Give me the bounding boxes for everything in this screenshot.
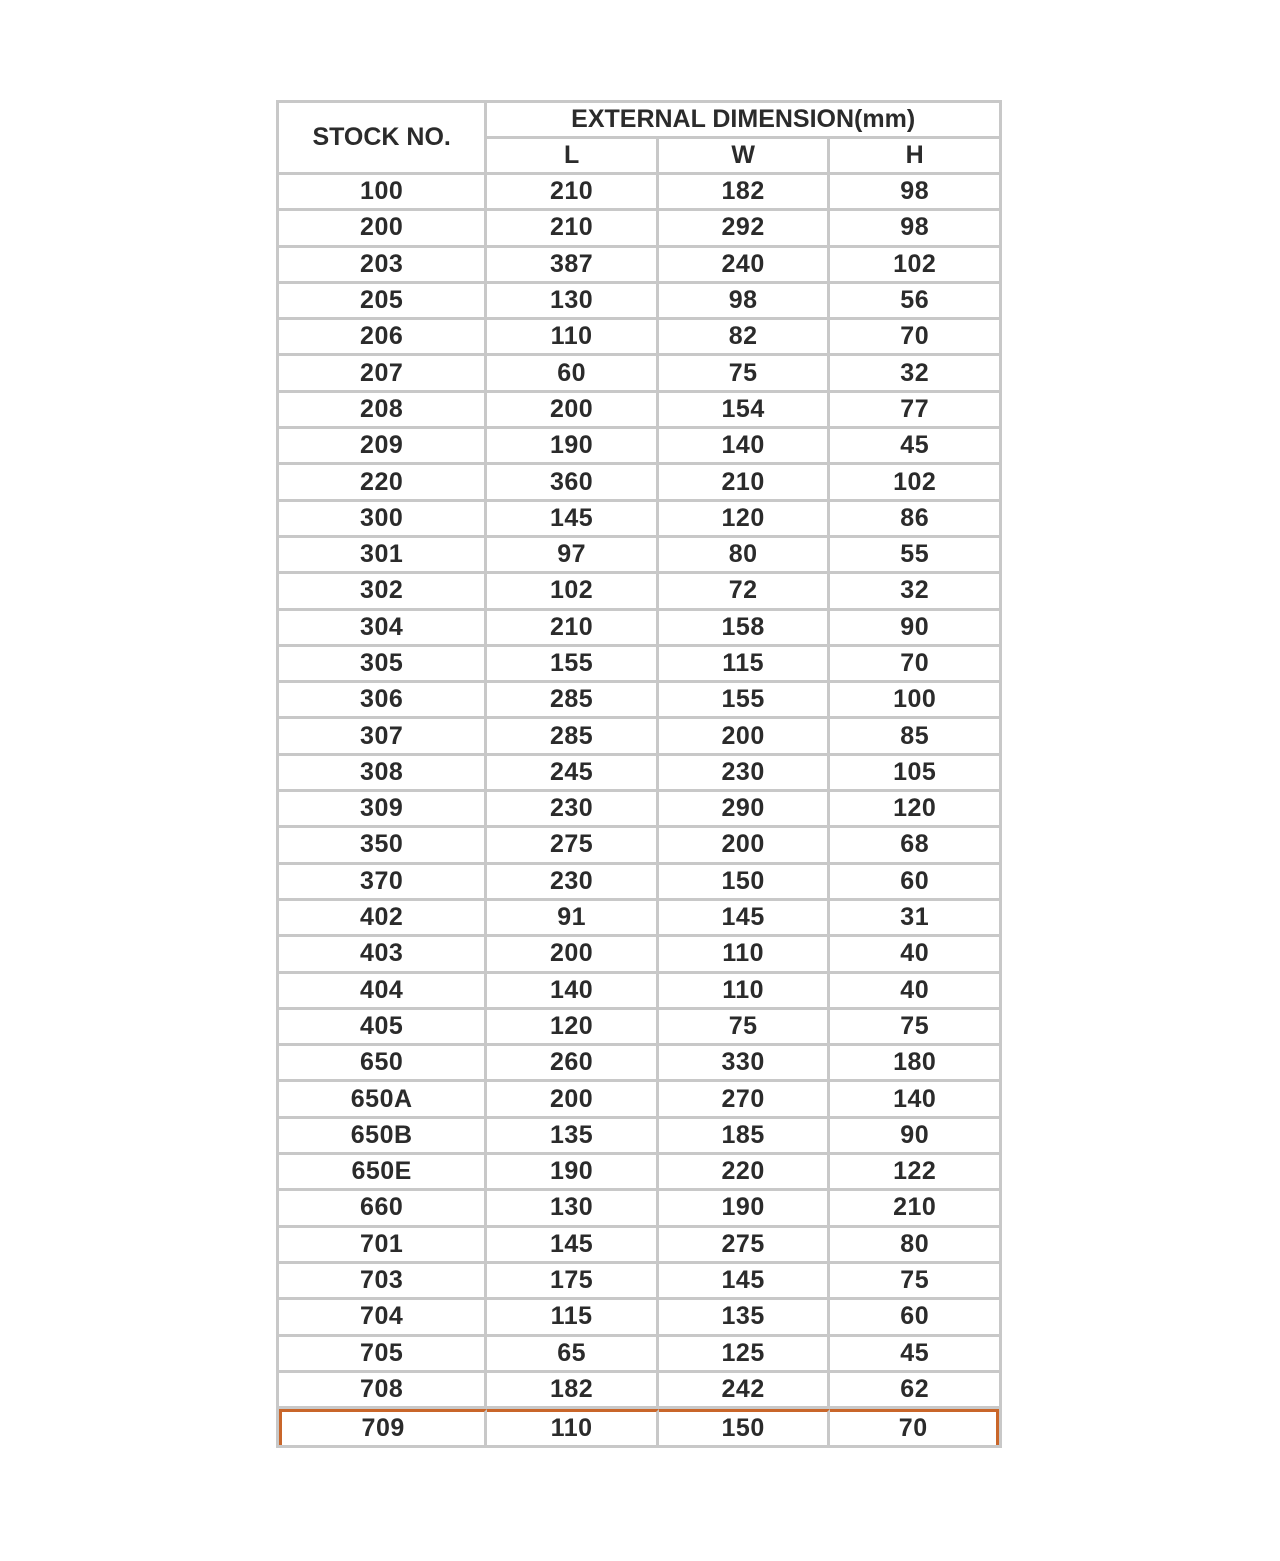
cell-width: 72 — [659, 574, 831, 610]
cell-width: 292 — [659, 211, 831, 247]
cell-height: 45 — [830, 1337, 999, 1373]
cell-width: 140 — [659, 429, 831, 465]
table-row — [279, 211, 999, 247]
table-row — [279, 1119, 999, 1155]
cell-width: 82 — [659, 320, 831, 356]
cell-height: 102 — [830, 465, 999, 501]
cell-length: 245 — [487, 756, 659, 792]
cell-length: 200 — [487, 393, 659, 429]
table-row — [279, 647, 999, 683]
cell-height: 140 — [830, 1082, 999, 1118]
cell-stock-no: 404 — [279, 974, 487, 1010]
cell-width: 110 — [659, 937, 831, 973]
cell-width: 145 — [659, 1264, 831, 1300]
cell-stock-no: 300 — [279, 502, 487, 538]
header-length: L — [487, 139, 659, 175]
cell-height: 45 — [830, 429, 999, 465]
cell-width: 200 — [659, 719, 831, 755]
cell-stock-no: 209 — [279, 429, 487, 465]
cell-length: 97 — [487, 538, 659, 574]
cell-length: 102 — [487, 574, 659, 610]
cell-length: 230 — [487, 865, 659, 901]
table-row — [279, 465, 999, 501]
cell-length: 260 — [487, 1046, 659, 1082]
cell-height: 98 — [830, 211, 999, 247]
cell-stock-no: 701 — [279, 1228, 487, 1264]
cell-width: 220 — [659, 1155, 831, 1191]
table-row — [279, 1409, 999, 1445]
cell-height: 90 — [830, 1119, 999, 1155]
cell-stock-no: 660 — [279, 1191, 487, 1227]
cell-height: 102 — [830, 248, 999, 284]
table-row — [279, 429, 999, 465]
cell-height: 75 — [830, 1264, 999, 1300]
cell-height: 32 — [830, 574, 999, 610]
cell-length: 130 — [487, 284, 659, 320]
cell-height: 122 — [830, 1155, 999, 1191]
cell-width: 145 — [659, 901, 831, 937]
table-row — [279, 792, 999, 828]
cell-length: 60 — [487, 356, 659, 392]
cell-height: 70 — [830, 320, 999, 356]
cell-width: 125 — [659, 1337, 831, 1373]
table-row — [279, 175, 999, 211]
cell-stock-no: 308 — [279, 756, 487, 792]
cell-width: 110 — [659, 974, 831, 1010]
cell-stock-no: 100 — [279, 175, 487, 211]
cell-stock-no: 307 — [279, 719, 487, 755]
cell-length: 65 — [487, 1337, 659, 1373]
cell-height: 31 — [830, 901, 999, 937]
table-row — [279, 248, 999, 284]
table-row — [279, 320, 999, 356]
cell-length: 145 — [487, 502, 659, 538]
table-row — [279, 1010, 999, 1046]
cell-width: 182 — [659, 175, 831, 211]
cell-stock-no: 650B — [279, 1119, 487, 1155]
cell-stock-no: 650 — [279, 1046, 487, 1082]
cell-height: 90 — [830, 611, 999, 647]
cell-width: 75 — [659, 356, 831, 392]
cell-width: 240 — [659, 248, 831, 284]
table-header — [279, 103, 999, 175]
cell-length: 200 — [487, 1082, 659, 1118]
cell-height: 86 — [830, 502, 999, 538]
cell-width: 150 — [659, 865, 831, 901]
table-row — [279, 865, 999, 901]
cell-height: 60 — [830, 1300, 999, 1336]
cell-stock-no: 302 — [279, 574, 487, 610]
table-row — [279, 974, 999, 1010]
cell-stock-no: 704 — [279, 1300, 487, 1336]
cell-height: 210 — [830, 1191, 999, 1227]
cell-height: 80 — [830, 1228, 999, 1264]
cell-length: 200 — [487, 937, 659, 973]
cell-stock-no: 650A — [279, 1082, 487, 1118]
cell-stock-no: 405 — [279, 1010, 487, 1046]
table-row — [279, 1337, 999, 1373]
cell-length: 110 — [487, 1409, 659, 1445]
cell-length: 285 — [487, 683, 659, 719]
table-row — [279, 356, 999, 392]
cell-length: 230 — [487, 792, 659, 828]
cell-stock-no: 200 — [279, 211, 487, 247]
cell-width: 115 — [659, 647, 831, 683]
cell-width: 155 — [659, 683, 831, 719]
header-stock-no: STOCK NO. — [279, 103, 487, 175]
cell-length: 360 — [487, 465, 659, 501]
header-width: W — [659, 139, 831, 175]
cell-height: 40 — [830, 974, 999, 1010]
cell-stock-no: 350 — [279, 828, 487, 864]
cell-length: 130 — [487, 1191, 659, 1227]
cell-stock-no: 305 — [279, 647, 487, 683]
cell-length: 275 — [487, 828, 659, 864]
cell-height: 55 — [830, 538, 999, 574]
cell-stock-no: 207 — [279, 356, 487, 392]
cell-width: 158 — [659, 611, 831, 647]
cell-length: 91 — [487, 901, 659, 937]
cell-stock-no: 206 — [279, 320, 487, 356]
table-row — [279, 1373, 999, 1409]
cell-width: 150 — [659, 1409, 831, 1445]
cell-length: 115 — [487, 1300, 659, 1336]
cell-length: 135 — [487, 1119, 659, 1155]
cell-stock-no: 205 — [279, 284, 487, 320]
dimension-table — [276, 100, 1002, 1448]
cell-stock-no: 370 — [279, 865, 487, 901]
cell-height: 60 — [830, 865, 999, 901]
cell-stock-no: 703 — [279, 1264, 487, 1300]
cell-height: 70 — [830, 1409, 999, 1445]
cell-length: 140 — [487, 974, 659, 1010]
cell-width: 80 — [659, 538, 831, 574]
cell-length: 182 — [487, 1373, 659, 1409]
cell-width: 120 — [659, 502, 831, 538]
cell-length: 210 — [487, 175, 659, 211]
table-row — [279, 284, 999, 320]
cell-width: 230 — [659, 756, 831, 792]
cell-height: 120 — [830, 792, 999, 828]
table-row — [279, 1300, 999, 1336]
cell-length: 120 — [487, 1010, 659, 1046]
cell-width: 330 — [659, 1046, 831, 1082]
cell-length: 175 — [487, 1264, 659, 1300]
cell-length: 190 — [487, 429, 659, 465]
cell-length: 285 — [487, 719, 659, 755]
cell-height: 70 — [830, 647, 999, 683]
table-row — [279, 1228, 999, 1264]
cell-stock-no: 402 — [279, 901, 487, 937]
cell-stock-no: 705 — [279, 1337, 487, 1373]
table-row — [279, 719, 999, 755]
table-row — [279, 1264, 999, 1300]
table-row — [279, 502, 999, 538]
cell-width: 200 — [659, 828, 831, 864]
cell-stock-no: 708 — [279, 1373, 487, 1409]
cell-width: 135 — [659, 1300, 831, 1336]
table-row — [279, 756, 999, 792]
cell-height: 56 — [830, 284, 999, 320]
cell-width: 270 — [659, 1082, 831, 1118]
cell-width: 242 — [659, 1373, 831, 1409]
cell-height: 85 — [830, 719, 999, 755]
table-row — [279, 901, 999, 937]
cell-stock-no: 203 — [279, 248, 487, 284]
cell-stock-no: 309 — [279, 792, 487, 828]
cell-height: 75 — [830, 1010, 999, 1046]
cell-length: 210 — [487, 211, 659, 247]
cell-stock-no: 650E — [279, 1155, 487, 1191]
cell-height: 98 — [830, 175, 999, 211]
cell-length: 190 — [487, 1155, 659, 1191]
cell-stock-no: 304 — [279, 611, 487, 647]
cell-length: 145 — [487, 1228, 659, 1264]
cell-height: 68 — [830, 828, 999, 864]
table-row — [279, 1046, 999, 1082]
cell-width: 154 — [659, 393, 831, 429]
cell-stock-no: 709 — [279, 1409, 487, 1445]
cell-width: 98 — [659, 284, 831, 320]
table-row — [279, 393, 999, 429]
cell-length: 155 — [487, 647, 659, 683]
cell-stock-no: 301 — [279, 538, 487, 574]
table-row — [279, 1155, 999, 1191]
header-row-top — [279, 103, 999, 139]
table-row — [279, 683, 999, 719]
cell-length: 110 — [487, 320, 659, 356]
cell-width: 290 — [659, 792, 831, 828]
cell-width: 185 — [659, 1119, 831, 1155]
cell-stock-no: 306 — [279, 683, 487, 719]
table-row — [279, 1191, 999, 1227]
cell-width: 275 — [659, 1228, 831, 1264]
cell-width: 75 — [659, 1010, 831, 1046]
cell-length: 387 — [487, 248, 659, 284]
cell-height: 180 — [830, 1046, 999, 1082]
cell-height: 40 — [830, 937, 999, 973]
header-height: H — [830, 139, 999, 175]
cell-width: 210 — [659, 465, 831, 501]
table-row — [279, 937, 999, 973]
cell-stock-no: 208 — [279, 393, 487, 429]
cell-height: 77 — [830, 393, 999, 429]
table-row — [279, 611, 999, 647]
cell-height: 62 — [830, 1373, 999, 1409]
cell-height: 100 — [830, 683, 999, 719]
table-body — [279, 175, 999, 1445]
table-row — [279, 828, 999, 864]
table-row — [279, 538, 999, 574]
cell-stock-no: 220 — [279, 465, 487, 501]
cell-width: 190 — [659, 1191, 831, 1227]
header-external-dimension: EXTERNAL DIMENSION(mm) — [487, 103, 999, 139]
cell-stock-no: 403 — [279, 937, 487, 973]
table-row — [279, 574, 999, 610]
cell-height: 105 — [830, 756, 999, 792]
table-row — [279, 1082, 999, 1118]
cell-height: 32 — [830, 356, 999, 392]
cell-length: 210 — [487, 611, 659, 647]
